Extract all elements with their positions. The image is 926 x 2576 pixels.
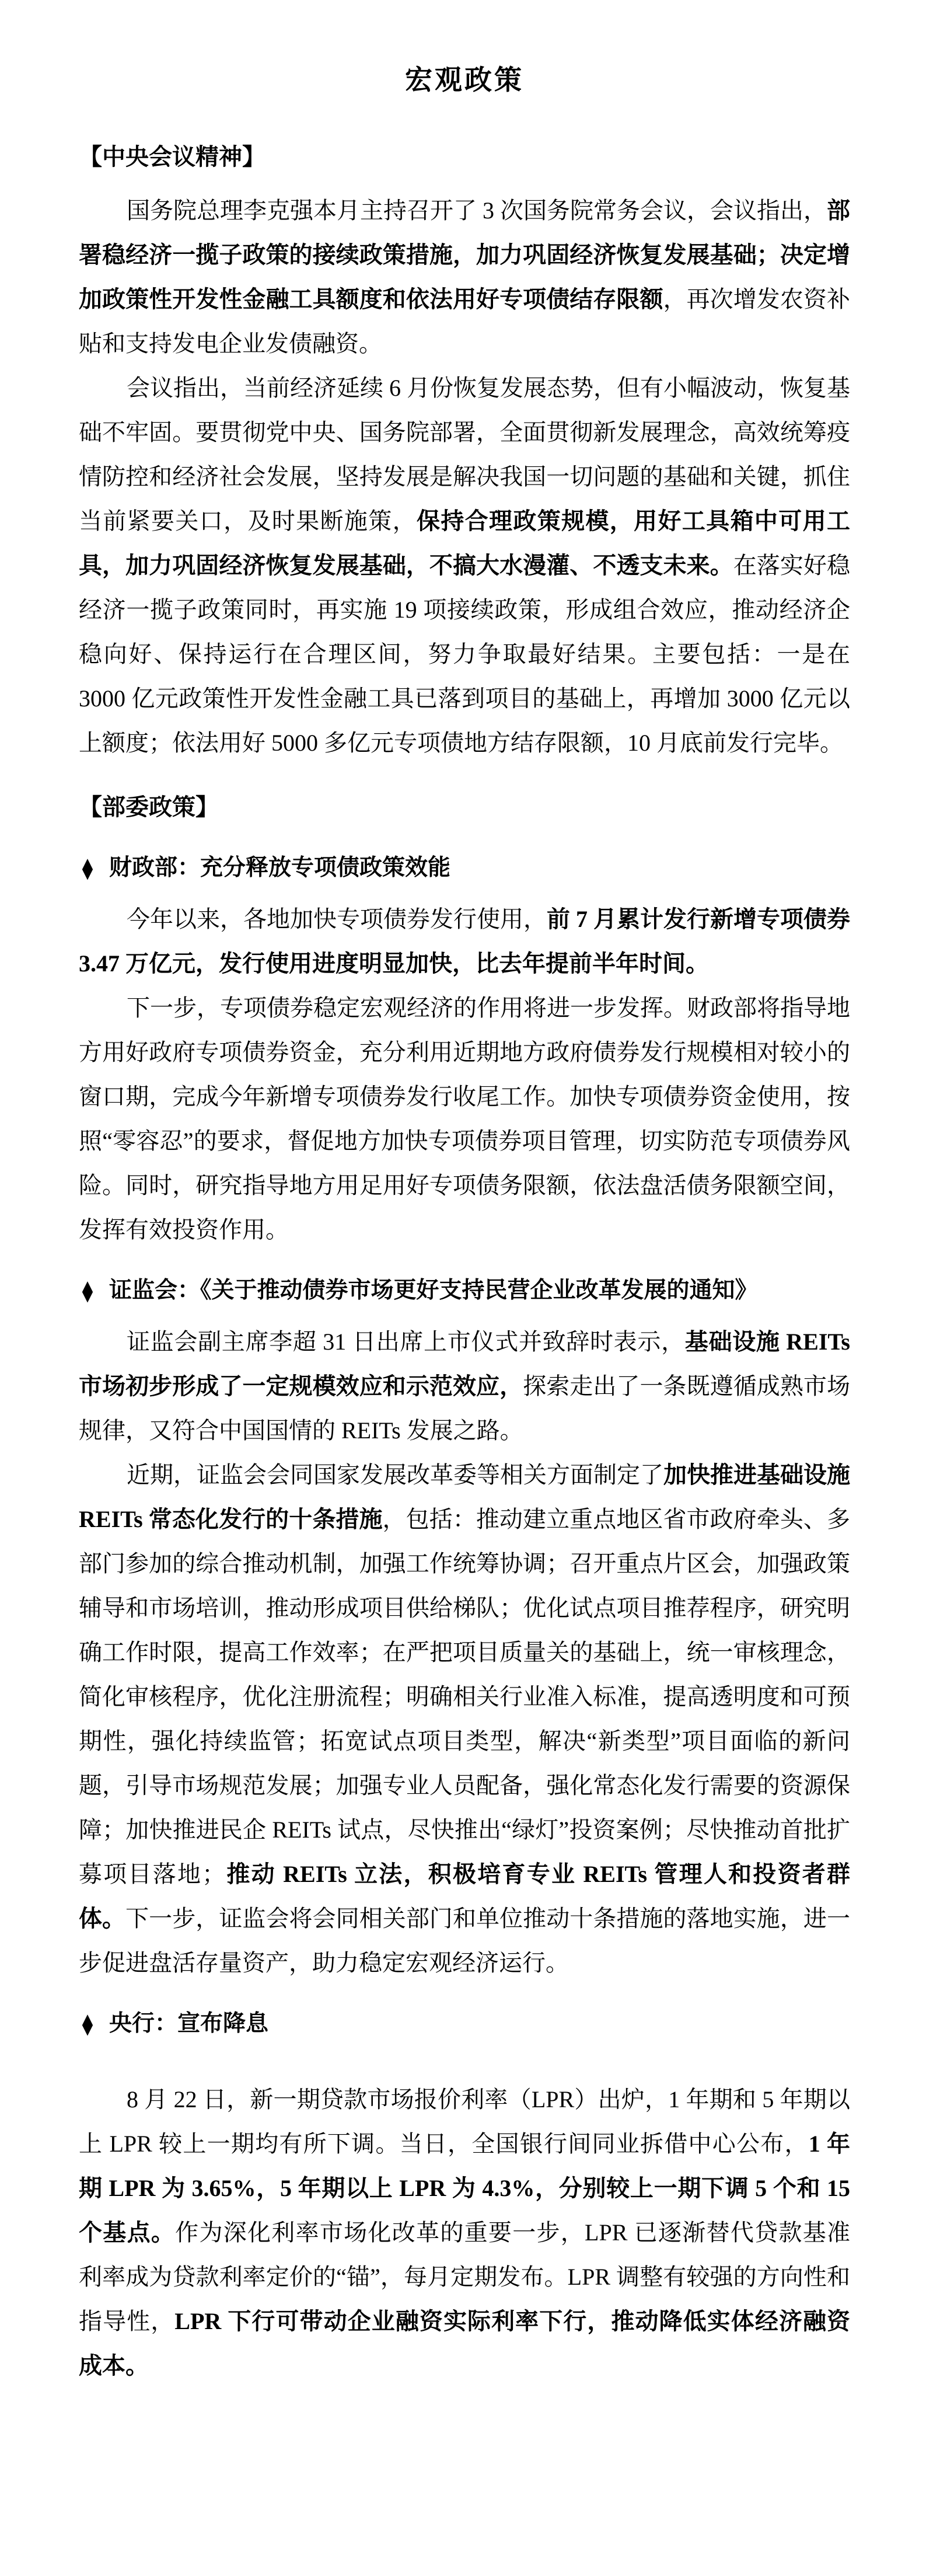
- text-segment: 作为深化利率市场化改革的重要一步，LPR 已逐渐替代贷款基准利率成为贷款利率定价的“锚”，每月定期发布。LPR 调整有较强的方向性和指导性，: [79, 2219, 851, 2334]
- text-segment: 8 月 22 日，新一期贷款市场报价利率（LPR）出炉，1 年期和 5 年期以上 LPR 较上一期均有所下调。当日，全国银行间同业拆借中心公布，: [79, 2086, 850, 2157]
- text-segment: 近期，证监会会同国家发展改革委等相关方面制定了: [127, 1462, 663, 1488]
- text-segment: 探索走出了一条既遵循成熟市场规律，又符合中国国情的 REITs 发展之路。: [79, 1373, 850, 1444]
- heading-text: 央行：宣布降息: [109, 2011, 269, 2036]
- diamond-bullet-icon: ◆: [82, 2009, 93, 2038]
- bold-text-segment: LPR 下行可带动企业融资实际利率下行，推动降低实体经济融资成本。: [79, 2308, 851, 2379]
- heading-text: 财政部：充分释放专项债政策效能: [109, 855, 451, 880]
- diamond-bullet-icon: ◆: [82, 853, 93, 883]
- text-segment: 在落实好稳经济一揽子政策同时，再实施 19 项接续政策，形成组合效应，推动经济企稳向好、保持运行在合理区间，努力争取最好结果。主要包括：一是在 3000 亿元政策性开发性金融工具已落到项目的基础上，再增加 3000 亿元以上额度；依法用好 5000 多亿元专项债地方结存限额，10 月底前发行完毕。: [79, 552, 850, 756]
- bold-text-segment: 加快推进基础设施 REITs 常态化发行的十条措施: [79, 1462, 850, 1532]
- body-paragraph: [79, 1453, 850, 1985]
- section-label: 【中央会议精神】: [79, 144, 265, 170]
- text-segment: 今年以来，各地加快专项债券发行使用，: [127, 906, 547, 932]
- text-segment: 下一步，证监会将会同相关部门和单位推动十条措施的落地实施，进一步促进盘活存量资产，助力稳定宏观经济运行。: [79, 1905, 850, 1976]
- bullet-heading: [79, 846, 850, 890]
- heading-text: 证监会：《关于推动债券市场更好支持民营企业改革发展的通知》: [109, 1278, 758, 1303]
- bullet-heading: [79, 2002, 850, 2046]
- bold-text-segment: 基础设施 REITs 市场初步形成了一定规模效应和示范效应，: [79, 1329, 851, 1399]
- bold-text-segment: 1 年期 LPR 为 3.65%，5 年期以上 LPR 为 4.3%，分别较上一期下调 5 个和 15 个基点。: [79, 2131, 851, 2246]
- body-paragraph: [79, 986, 850, 1252]
- body-paragraph: [79, 189, 850, 366]
- diamond-bullet-icon: ◆: [82, 1275, 93, 1305]
- bold-text-segment: 前 7 月累计发行新增专项债券 3.47 万亿元，发行使用进度明显加快，比去年提前半年时间。: [79, 906, 850, 977]
- text-segment: ，再次增发农资补贴和支持发电企业发债融资。: [79, 286, 850, 357]
- body-paragraph: [79, 1320, 850, 1453]
- blank-line-spacer: [79, 2053, 850, 2077]
- bold-text-segment: 保持合理政策规模，用好工具箱中可用工具，加力巩固经济恢复发展基础，不搞大水漫灌、不透支未来。: [79, 508, 851, 578]
- bold-text-segment: 部署稳经济一揽子政策的接续政策措施，加力巩固经济恢复发展基础；决定增加政策性开发性金融工具额度和依法用好专项债结存限额: [79, 197, 850, 312]
- body-paragraph: [79, 366, 850, 765]
- text-segment: 会议指出，当前经济延续 6 月份恢复发展态势，但有小幅波动，恢复基础不牢固。要贯彻党中央、国务院部署，全面贯彻新发展理念，高效统筹疫情防控和经济社会发展，坚持发展是解决我国一切问题的基础和关键，抓住当前紧要关口，及时果断施策，: [79, 375, 850, 534]
- body-paragraph: [79, 897, 850, 986]
- text-segment: 下一步，专项债券稳定宏观经济的作用将进一步发挥。财政部将指导地方用好政府专项债券资金，充分利用近期地方政府债券发行规模相对较小的窗口期，完成今年新增专项债券发行收尾工作。加快专项债券资金使用，按照“零容忍”的要求，督促地方加快专项债券项目管理，切实防范专项债券风险。同时，研究指导地方用足用好专项债务限额，依法盘活债务限额空间，发挥有效投资作用。: [79, 995, 850, 1243]
- page-title: 宏观政策: [405, 65, 524, 96]
- text-segment: 国务院总理李克强本月主持召开了 3 次国务院常务会议，会议指出，: [127, 197, 827, 224]
- text-segment: ，包括：推动建立重点地区省市政府牵头、多部门参加的综合推动机制，加强工作统筹协调；召开重点片区会，加强政策辅导和市场培训，推动形成项目供给梯队；优化试点项目推荐程序，研究明确工作时限，提高工作效率；在严把项目质量关的基础上，统一审核理念，简化审核程序，优化注册流程；明确相关行业准入标准，提高透明度和可预期性，强化持续监管；拓宽试点项目类型，解决“新类型”项目面临的新问题，引导市场规范发展；加强专业人员配备，强化常态化发行需要的资源保障；加快推进民企 REITs 试点，尽快推出“绿灯”投资案例；尽快推动首批扩募项目落地；: [79, 1506, 850, 1887]
- bullet-heading: [79, 1268, 850, 1313]
- text-segment: 证监会副主席李超 31 日出席上市仪式并致辞时表示，: [127, 1329, 685, 1355]
- body-paragraph: [79, 2077, 850, 2388]
- document-body: [79, 135, 850, 2388]
- section-label: 【部委政策】: [79, 794, 219, 820]
- bold-text-segment: 推动 REITs 立法，积极培育专业 REITs 管理人和投资者群体。: [79, 1861, 851, 1932]
